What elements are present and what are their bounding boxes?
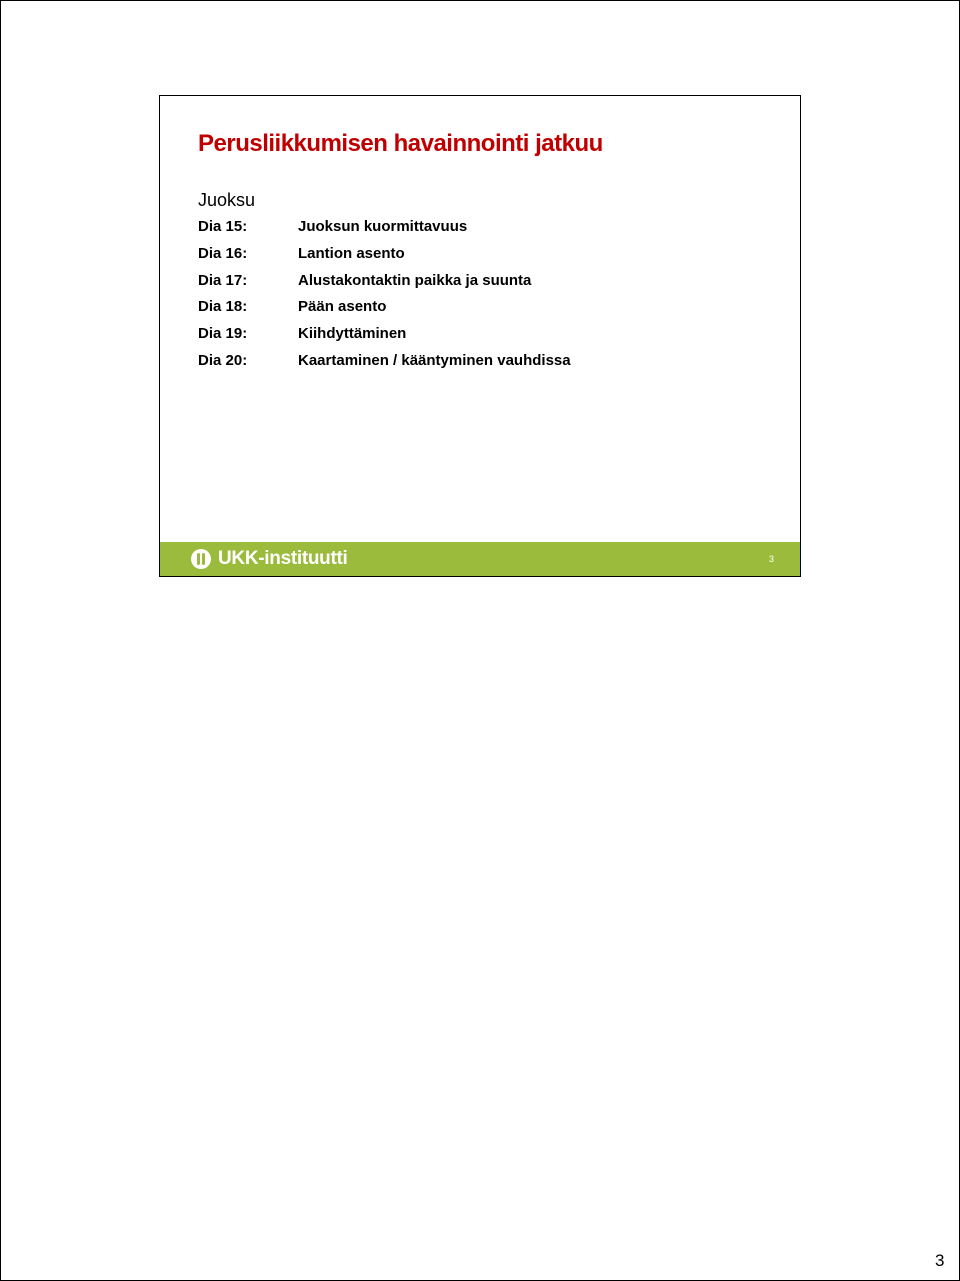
slide-thumbnail [159,95,801,577]
item-slide-ref: Dia 17: [198,271,248,289]
slide-title: Perusliikkumisen havainnointi jatkuu [198,130,603,157]
item-slide-ref: Dia 16: [198,244,248,262]
item-topic: Alustakontaktin paikka ja suunta [298,271,532,289]
item-topic: Juoksun kuormittavuus [298,218,468,235]
logo-text: UKK-instituutti [218,548,348,569]
slide-number: 3 [769,554,775,564]
item-slide-ref: Dia 15: [198,218,248,235]
slide-footer-bar [160,542,800,576]
item-slide-ref: Dia 19: [198,325,248,343]
item-topic: Kaartaminen / kääntyminen vauhdissa [298,351,571,369]
ukk-logo [190,547,348,571]
item-topic: Kiihdyttäminen [298,325,407,343]
ukk-logo-icon [190,548,212,570]
item-slide-ref: Dia 18: [198,298,248,316]
page-number: 3 [935,1251,945,1270]
item-topic: Pään asento [298,298,387,316]
item-slide-ref: Dia 20: [198,351,248,369]
item-topic: Lantion asento [298,244,405,262]
section-heading: Juoksu [198,190,256,210]
